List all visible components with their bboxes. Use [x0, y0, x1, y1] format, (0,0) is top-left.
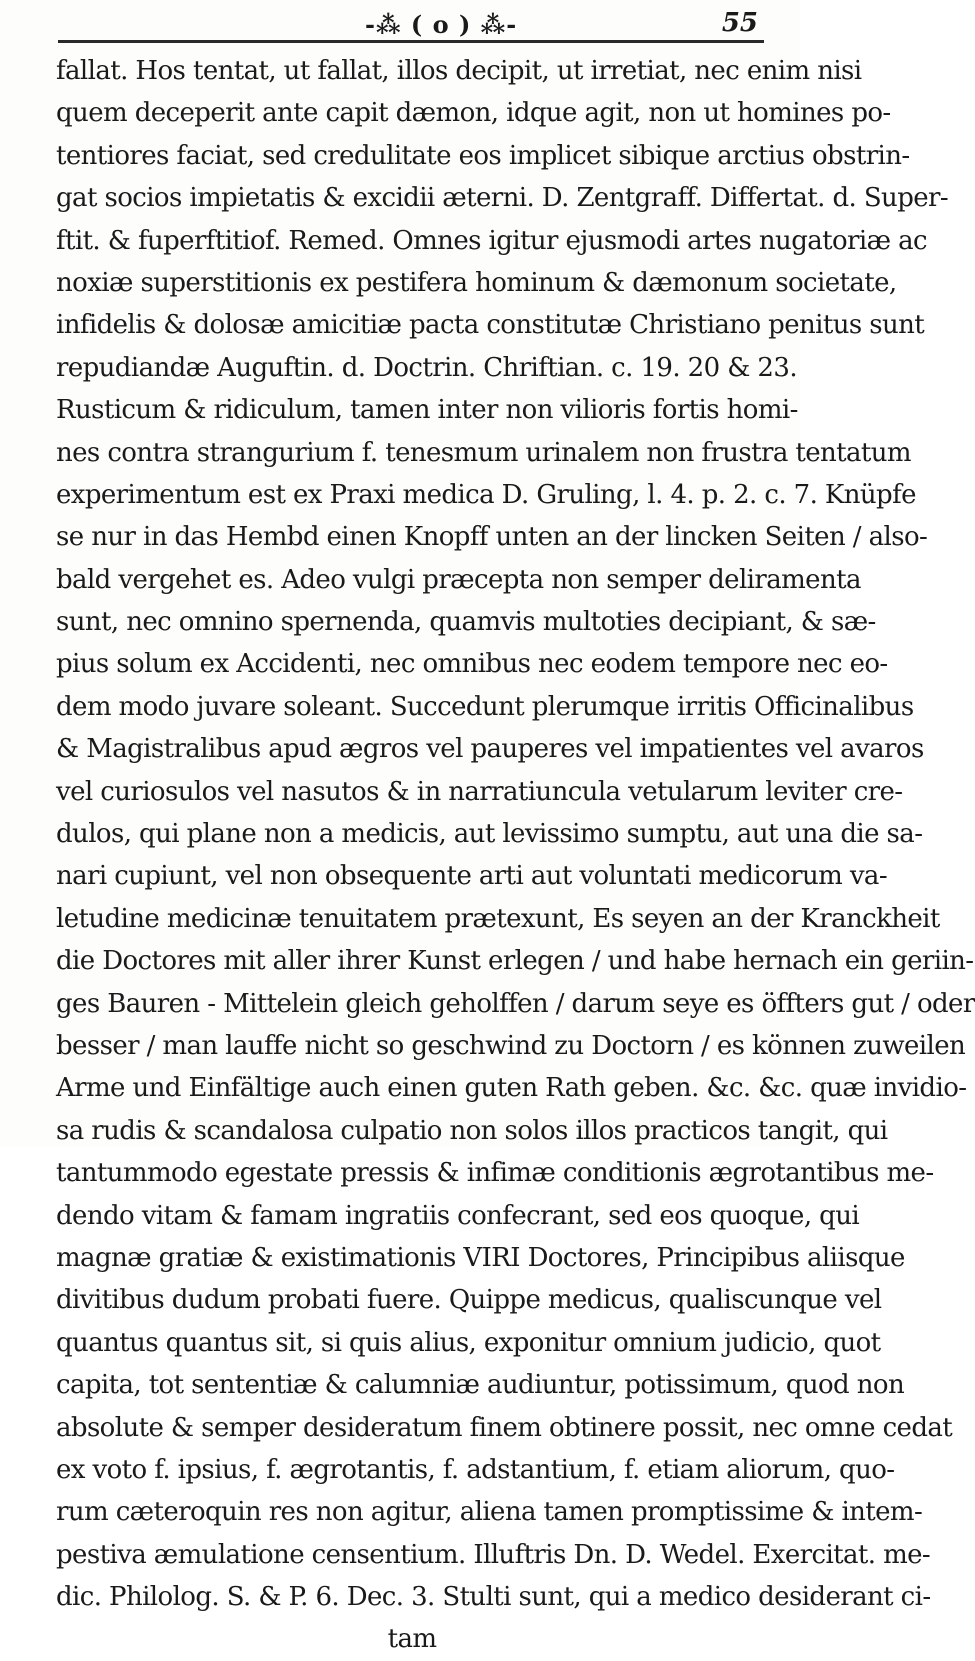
text-line: ftit. & fuperftitiof. Remed. Omnes igitur ejusmodi artes nugatoriæ ac: [56, 225, 927, 256]
text-line: ges Bauren - Mittelein gleich geholffen / darum seye es öffters gut / oder: [56, 988, 975, 1019]
text-line: sunt, nec omnino spernenda, quamvis multoties decipiant, & sæ-: [56, 607, 876, 638]
header-rule: [58, 40, 764, 43]
text-line: Arme und Einfältige auch einen guten Rath geben. &c. &c. quæ invidio-: [56, 1073, 967, 1104]
text-line: dem modo juvare soleant. Succedunt plerumque irritis Officinalibus: [56, 691, 914, 722]
text-line: letudine medicinæ tenuitatem prætexunt, Es seyen an der Kranckheit: [56, 903, 940, 934]
text-line: capita, tot sententiæ & calumniæ audiuntur, potissimum, quod non: [56, 1370, 905, 1401]
text-line: dendo vitam & famam ingratiis confecrant, sed eos quoque, qui: [56, 1200, 860, 1231]
text-line: infidelis & dolosæ amicitiæ pacta constitutæ Christiano penitus sunt: [56, 310, 925, 341]
text-line: pestiva æmulatione censentium. Illuftris Dn. D. Wedel. Exercitat. me-: [56, 1539, 931, 1570]
text-line: quem deceperit ante capit dæmon, idque agit, non ut homines po-: [56, 98, 891, 129]
text-line: die Doctores mit aller ihrer Kunst erlegen / und habe hernach ein geriin-: [56, 946, 974, 977]
header-ornament: -⁂ ( o ) ⁂-: [365, 10, 518, 39]
text-line: quantus quantus sit, si quis alius, exponitur omnium judicio, quot: [56, 1327, 881, 1358]
text-line: & Magistralibus apud ægros vel pauperes vel impatientes vel avaros: [56, 734, 924, 765]
body-text: [56, 50, 975, 1661]
text-line: nari cupiunt, vel non obsequente arti aut voluntati medicorum va-: [56, 861, 888, 892]
text-line: rum cæteroquin res non agitur, aliena tamen promptissime & intem-: [56, 1497, 923, 1528]
text-line: sa rudis & scandalosa culpatio non solos illos practicos tangit, qui: [56, 1115, 888, 1146]
text-line: noxiæ superstitionis ex pestifera hominum & dæmonum societate,: [56, 267, 897, 298]
text-line: tantummodo egestate pressis & infimæ conditionis ægrotantibus me-: [56, 1158, 934, 1189]
text-line: bald vergehet es. Adeo vulgi præcepta non semper deliramenta: [56, 564, 861, 595]
text-line: tentiores faciat, sed credulitate eos implicet sibique arctius obstrin-: [56, 140, 910, 171]
text-line: gat socios impietatis & excidii æterni. D. Zentgraff. Differtat. d. Super-: [56, 183, 949, 214]
text-line: magnæ gratiæ & existimationis VIRI Doctores, Principibus aliisque: [56, 1242, 905, 1273]
text-line: besser / man lauffe nicht so geschwind zu Doctorn / es können zuweilen: [56, 1030, 966, 1061]
text-line: divitibus dudum probati fuere. Quippe medicus, qualiscunque vel: [56, 1285, 882, 1316]
text-line: dic. Philolog. S. & P. 6. Dec. 3. Stulti sunt, qui a medico desiderant ci-: [56, 1582, 931, 1613]
text-line: experimentum est ex Praxi medica D. Gruling, l. 4. p. 2. c. 7. Knüpfe: [56, 479, 916, 510]
text-line: nes contra strangurium f. tenesmum urinalem non frustra tentatum: [56, 437, 911, 468]
text-line: vel curiosulos vel nasutos & in narratiuncula vetularum leviter cre-: [56, 776, 903, 807]
text-line: tam: [387, 1624, 437, 1655]
text-line: repudiandæ Auguftin. d. Doctrin. Chriftian. c. 19. 20 & 23.: [56, 352, 797, 383]
text-line: dulos, qui plane non a medicis, aut levissimo sumptu, aut una die sa-: [56, 819, 923, 850]
text-line: Rusticum & ridiculum, tamen inter non vilioris fortis homi-: [56, 395, 798, 426]
text-line: se nur in das Hembd einen Knopff unten an der lincken Seiten / also-: [56, 522, 928, 553]
page-number: 55: [721, 8, 758, 38]
text-line: absolute & semper desideratum finem obtinere possit, nec omne cedat: [56, 1412, 953, 1443]
text-line: pius solum ex Accidenti, nec omnibus nec eodem tempore nec eo-: [56, 649, 888, 680]
text-line: ex voto f. ipsius, f. ægrotantis, f. adstantium, f. etiam aliorum, quo-: [56, 1454, 895, 1485]
text-line: fallat. Hos tentat, ut fallat, illos decipit, ut irretiat, nec enim nisi: [56, 56, 862, 86]
